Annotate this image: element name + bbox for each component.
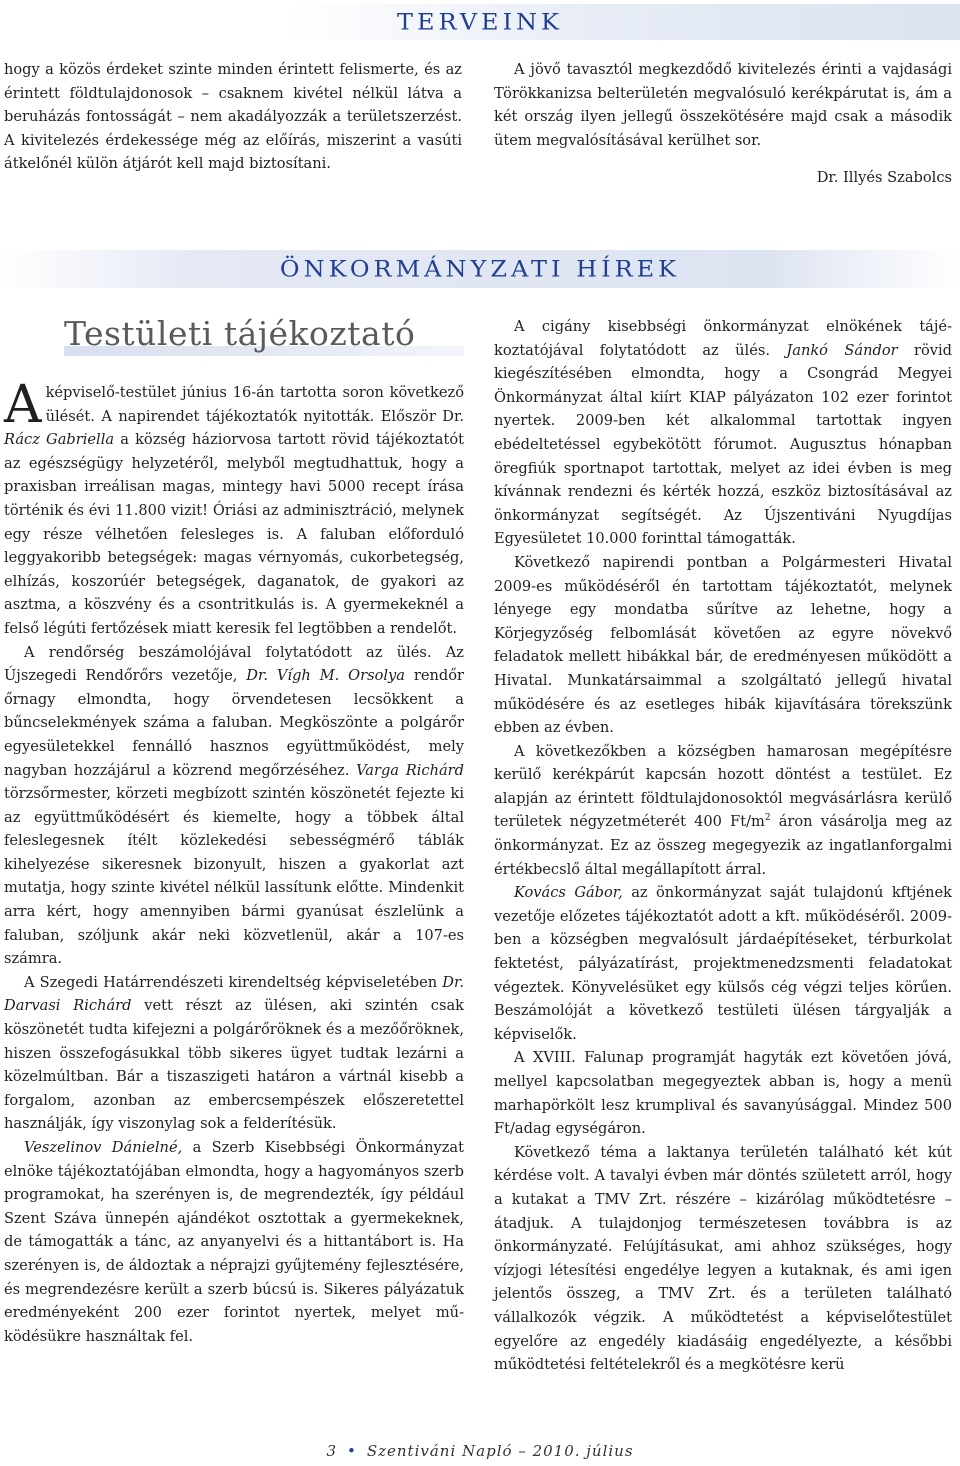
section-header-terveink [0, 4, 960, 40]
drop-cap: A [4, 375, 42, 435]
paragraph: Következő téma a laktanya területén található két kút kérdése volt. A tavalyi évben már döntés született arról, hogy a kutakat a TMV Zrt. részére – kizárólag működtetésre – átadjuk. A tulajdonjog természetesen továbbra is az önkormányzaté. Felújításukat, ami ahhoz szükséges, hogy vízjogi létesítési engedélye legyen a kutaknak, és ami igen jelentős összeg, a TMV Zrt. és a területen található vállalkozók végzik. A működtetést a képviselőtestület egyelőre az engedély kiadásáig engedélyezte, a későbbi működtetési feltételekről és a megkötésre kerü [494, 1143, 952, 1374]
article-right-column [494, 315, 952, 1377]
paragraph: A következőkben a községben hamarosan megépítésre kerülő kerékpárút kapcsán hozott döntést a testület. Ez alapján az érintett földtulajdonosoktól megvásárlásra kerülő területek négyzetméterét 400 $Ft/m^2$ áron vásárolja meg az önkormányzat. Ez az összeg megegyezik az ingatlanforgalmi értékbecslő által megállapított árral. [494, 742, 952, 878]
person-name: Dr. Vígh M. Orsolya [246, 667, 405, 685]
section-header-text: TERVEINK [396, 8, 563, 36]
person-name: Dr. Darvasi Richárd [4, 973, 464, 1015]
paragraph: A jövő tavasztól megkezdődő kivitelezés érinti a vajdasági Törökkanizsa belterületén megvalósuló kerékpárutat is, ám a két ország ilyen jellegű összekötésére majd csak a második ütem megvalósításával kerülhet sor. [494, 61, 952, 149]
page-footer [0, 1442, 960, 1460]
section-header-onkormanyzati-hirek [0, 250, 960, 288]
publication-name: Szentiváni Napló – 2010. július [366, 1442, 634, 1460]
top-left-column [4, 58, 462, 176]
paragraph: A XVIII. Falunap programját hagyták ezt követően jóvá, mellyel kapcsolatban megegyeztek abban is, hogy a menü marhapörkölt lesz krumplival és savanyúsággal. Mindez 500 Ft/adag egységáron. [494, 1049, 952, 1138]
person-name: Varga Richárd [356, 761, 464, 779]
superscript: 2 [764, 813, 771, 824]
person-name: Kovács Gábor, [514, 884, 623, 902]
paragraph: Veszelinov Dánielné, a Szerb Kisebbségi Önkormányzat elnöke tájékoztatójában elmondta, hogy a hagyományos szerb programokat, ha szerényen is, de megrendezték, így például Szent Száva ünnepén ajándékot osztottak a gyermekeknek, de támogatták a tánc, az anyanyelvi és a hittantábort is. Ha szerényen is, de áldoztak a néprajzi gyűjtemény fejlesztésére, és megrendezésre került a szerb búcsú is. Sikeres pályázatuk eredményeként 200 ezer forintot nyertek, melyet működésükre használtak fel. [4, 1139, 464, 1345]
bullet-separator: • [346, 1442, 357, 1460]
person-name: Veszelinov Dánielné, [24, 1139, 183, 1156]
person-name: Jankó Sándor [786, 341, 898, 359]
top-right-column [494, 58, 952, 190]
section-header-text: ÖNKORMÁNYZATI HÍREK [279, 255, 681, 283]
paragraph: Kovács Gábor, az önkormányzat saját tulajdonú kftjének vezetője előzetes tájékoztatót adott a kft. működéséről. 2009-ben a községben megvalósult járdaépítéseket, térburkolat fektetést, pályázatírást, projektmenedzsmenti feladatokat végeztek. Könyvelésüket egy külsős cég végzi teljes körűen. Beszámolóját a következő testületi ülésen tárgyalják a képviselők. [494, 884, 952, 1043]
person-name: Rácz Gabriella [4, 431, 115, 449]
paragraph: A cigány kisebbségi önkormányzat elnökének tájékoztatójával folytatódott az ülés. Jankó Sándor rövid kiegészítésében elmondta, hogy a Csongrád Megyei Önkormányzat által kiírt KIAP pályázaton 102 ezer forintot nyertek. 2009-ben két alkalommal tartottak ingyen ebédeltetéssel egybekötött fórumot. Augusztus hónapban öregfiúk sportnapot tartottak, melyet az idei évben is meg kívánnak rendezni és kérték hozzá, eszköz biztosításával az önkormányzat segítségét. Az Újszentiváni Nyugdíjas Egyesületet 10.000 forinttal támogatták. [494, 318, 952, 548]
article-left-column [4, 375, 464, 1348]
paragraph: A Szegedi Határrendészeti kirendeltség képviseletében Dr. Darvasi Richárd vett részt az ülésen, aki szintén csak köszönetét tudta kifejezni a polgárőröknek és a mezőőröknek, hiszen összefogásukkal több sikeres ügyet tudtak lezárni a közelmúltban. Bár a tiszaszigeti határon a vártnál kisebb a forgalom, azonban az embercsempészek előszeretettel használják, így viszonylag sok a felderítésük. [4, 973, 464, 1133]
page-number: 3 [326, 1442, 337, 1460]
paragraph: A rendőrség beszámolójával folytatódott az ülés. Az Újszegedi Rendőrőrs vezetője, Dr. Vígh M. Orsolya rendőr őrnagy elmondta, hogy örvendetesen lecsökkent a bűncselekmények száma a faluban. Megköszönte a polgárőr egyesületekkel fennálló hasznos együttműködést, mely nagyban hozzájárul a közrend megőrzéséhez. Varga Richárd törzsőrmester, körzeti megbízott szintén köszönetét fejezte ki az együttműködésért és kiemelte, hogy a többek által feleslegesnek ítélt közlekedési sebességmérő táblák kihelyezése sikeresnek bizonyult, hiszen a gyakorlat azt mutatja, hogy szinte kivétel nélkül lassítunk előtte. Mindenkit arra kért, hogy amennyiben bármi gyanúsat észlelünk a faluban, szóljunk akár neki közvetlenül, akár a 107-es számra. [4, 643, 464, 968]
paragraph: hogy a közös érdeket szinte minden érintett felismerte, és az érintett földtulajdonosok – csaknem kivétel nélkül látva a beruházás fontosságát – nem akadályozzák a területszerzést. A kivitelezés érdekessége még az előírás, miszerint a vasúti átkelőnél külön átjárót kell majd biztosítani. [4, 61, 462, 173]
author-signature: Dr. Illyés Szabolcs [816, 169, 952, 187]
paragraph: Következő napirendi pontban a Polgármesteri Hivatal 2009-es működéséről én tartottam tájékoztatót, melynek lényege egy mondatba sűrítve az lehetne, hogy a Körjegyzőség felbomlását követően az egyre növekvő feladatok mellett hibákkal bár, de eredményesen működött a Hivatal. Munkatársaimmal a szolgáltató jellegű hivatal működésére és az esetleges hibák kijavítására törekszünk ebben az évben. [494, 553, 952, 737]
paragraph: Aképviselő-testület június 16-án tartotta soron következő ülését. A napirendet tájékoztatók nyitották. Először Dr. Rácz Gabriella a község háziorvosa tartott rövid tájékoztatót az egészségügy helyzetéről, melyből megtudhattuk, hogy a praxisban irreálisan magas, mintegy havi 5000 recept írása történik és évi 11.800 vizit! Óriási az adminisztráció, melynek egy része vélhetően felesleges is. A faluban előforduló leggyakoribb betegségek: magas vérnyomás, cukorbetegség, elhízás, koszorúér betegségek, daganatok, de gyakori az asztma, a köszvény és a csontritkulás is. A gyermekeknél a felső légúti fertőzések miatt keresik fel legtöbben a rendelőt. [4, 375, 464, 637]
article-title: Testületi tájékoztató [64, 314, 416, 353]
